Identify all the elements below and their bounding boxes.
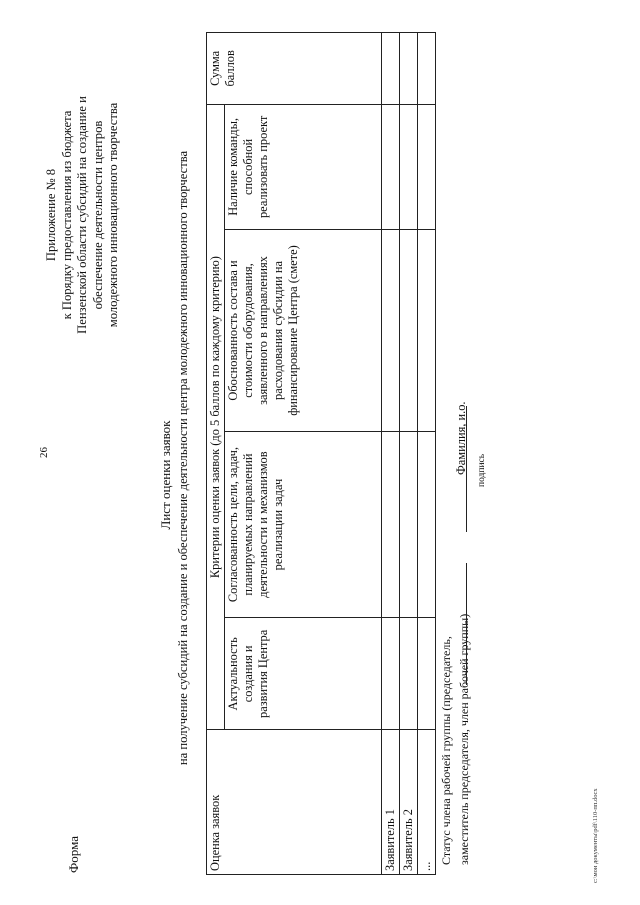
table-row bbox=[400, 33, 418, 875]
appendix-line: к Порядку предоставления из бюджета bbox=[59, 110, 74, 320]
member-status bbox=[437, 614, 473, 865]
signature-caption: подпись bbox=[477, 453, 487, 487]
document-title: Лист оценки заявок bbox=[158, 420, 173, 530]
table-row bbox=[418, 33, 436, 875]
status-blank-line bbox=[466, 563, 467, 685]
evaluation-table bbox=[206, 32, 436, 875]
criterion-cell: Обоснованность состава и стоимости оборудования, заявленного в направлениях расходования субсидии на финансирование Центра (смете) bbox=[225, 230, 382, 432]
criterion-cell: Согласованность цели, задач, планируемых направлений деятельности и механизмов реализации задач bbox=[225, 431, 382, 617]
status-line: Статус члена рабочей группы (председатель, bbox=[439, 636, 453, 865]
applicant-cell: Заявитель 1 bbox=[382, 730, 400, 875]
form-label: Форма bbox=[66, 836, 81, 873]
header-criteria: Критерии оценки заявок (до 5 баллов по каждому критерию) bbox=[207, 104, 225, 730]
appendix-line: Пензенской области субсидий на создание и bbox=[75, 96, 90, 334]
criterion-cell: Актуальность создания и развития Центра bbox=[225, 618, 382, 730]
appendix-line: молодежного инновационного творчества bbox=[106, 102, 121, 328]
appendix-line: Приложение № 8 bbox=[44, 168, 58, 262]
header-sum: Сумма баллов bbox=[207, 33, 382, 105]
name-label: Фамилия, и.о. bbox=[454, 401, 468, 475]
footer-path: c:\мои документы\pdf\110-пп.docx bbox=[592, 788, 599, 883]
applicant-cell: Заявитель 2 bbox=[400, 730, 418, 875]
applicant-cell: ... bbox=[418, 730, 436, 875]
page-number: 26 bbox=[38, 447, 50, 458]
header-evaluation: Оценка заявок bbox=[207, 730, 382, 875]
appendix-note bbox=[44, 15, 122, 415]
table-row bbox=[382, 33, 400, 875]
criterion-cell: Наличие команды, способной реализовать проект bbox=[225, 104, 382, 229]
status-line: заместитель председателя, член рабочей группы) bbox=[457, 613, 471, 865]
document-subtitle: на получение субсидий на создание и обеспечение деятельности центра молодежного инновационного творчества bbox=[176, 150, 190, 766]
appendix-line: обеспечение деятельности центров bbox=[90, 120, 105, 310]
table-header-row bbox=[207, 33, 225, 875]
